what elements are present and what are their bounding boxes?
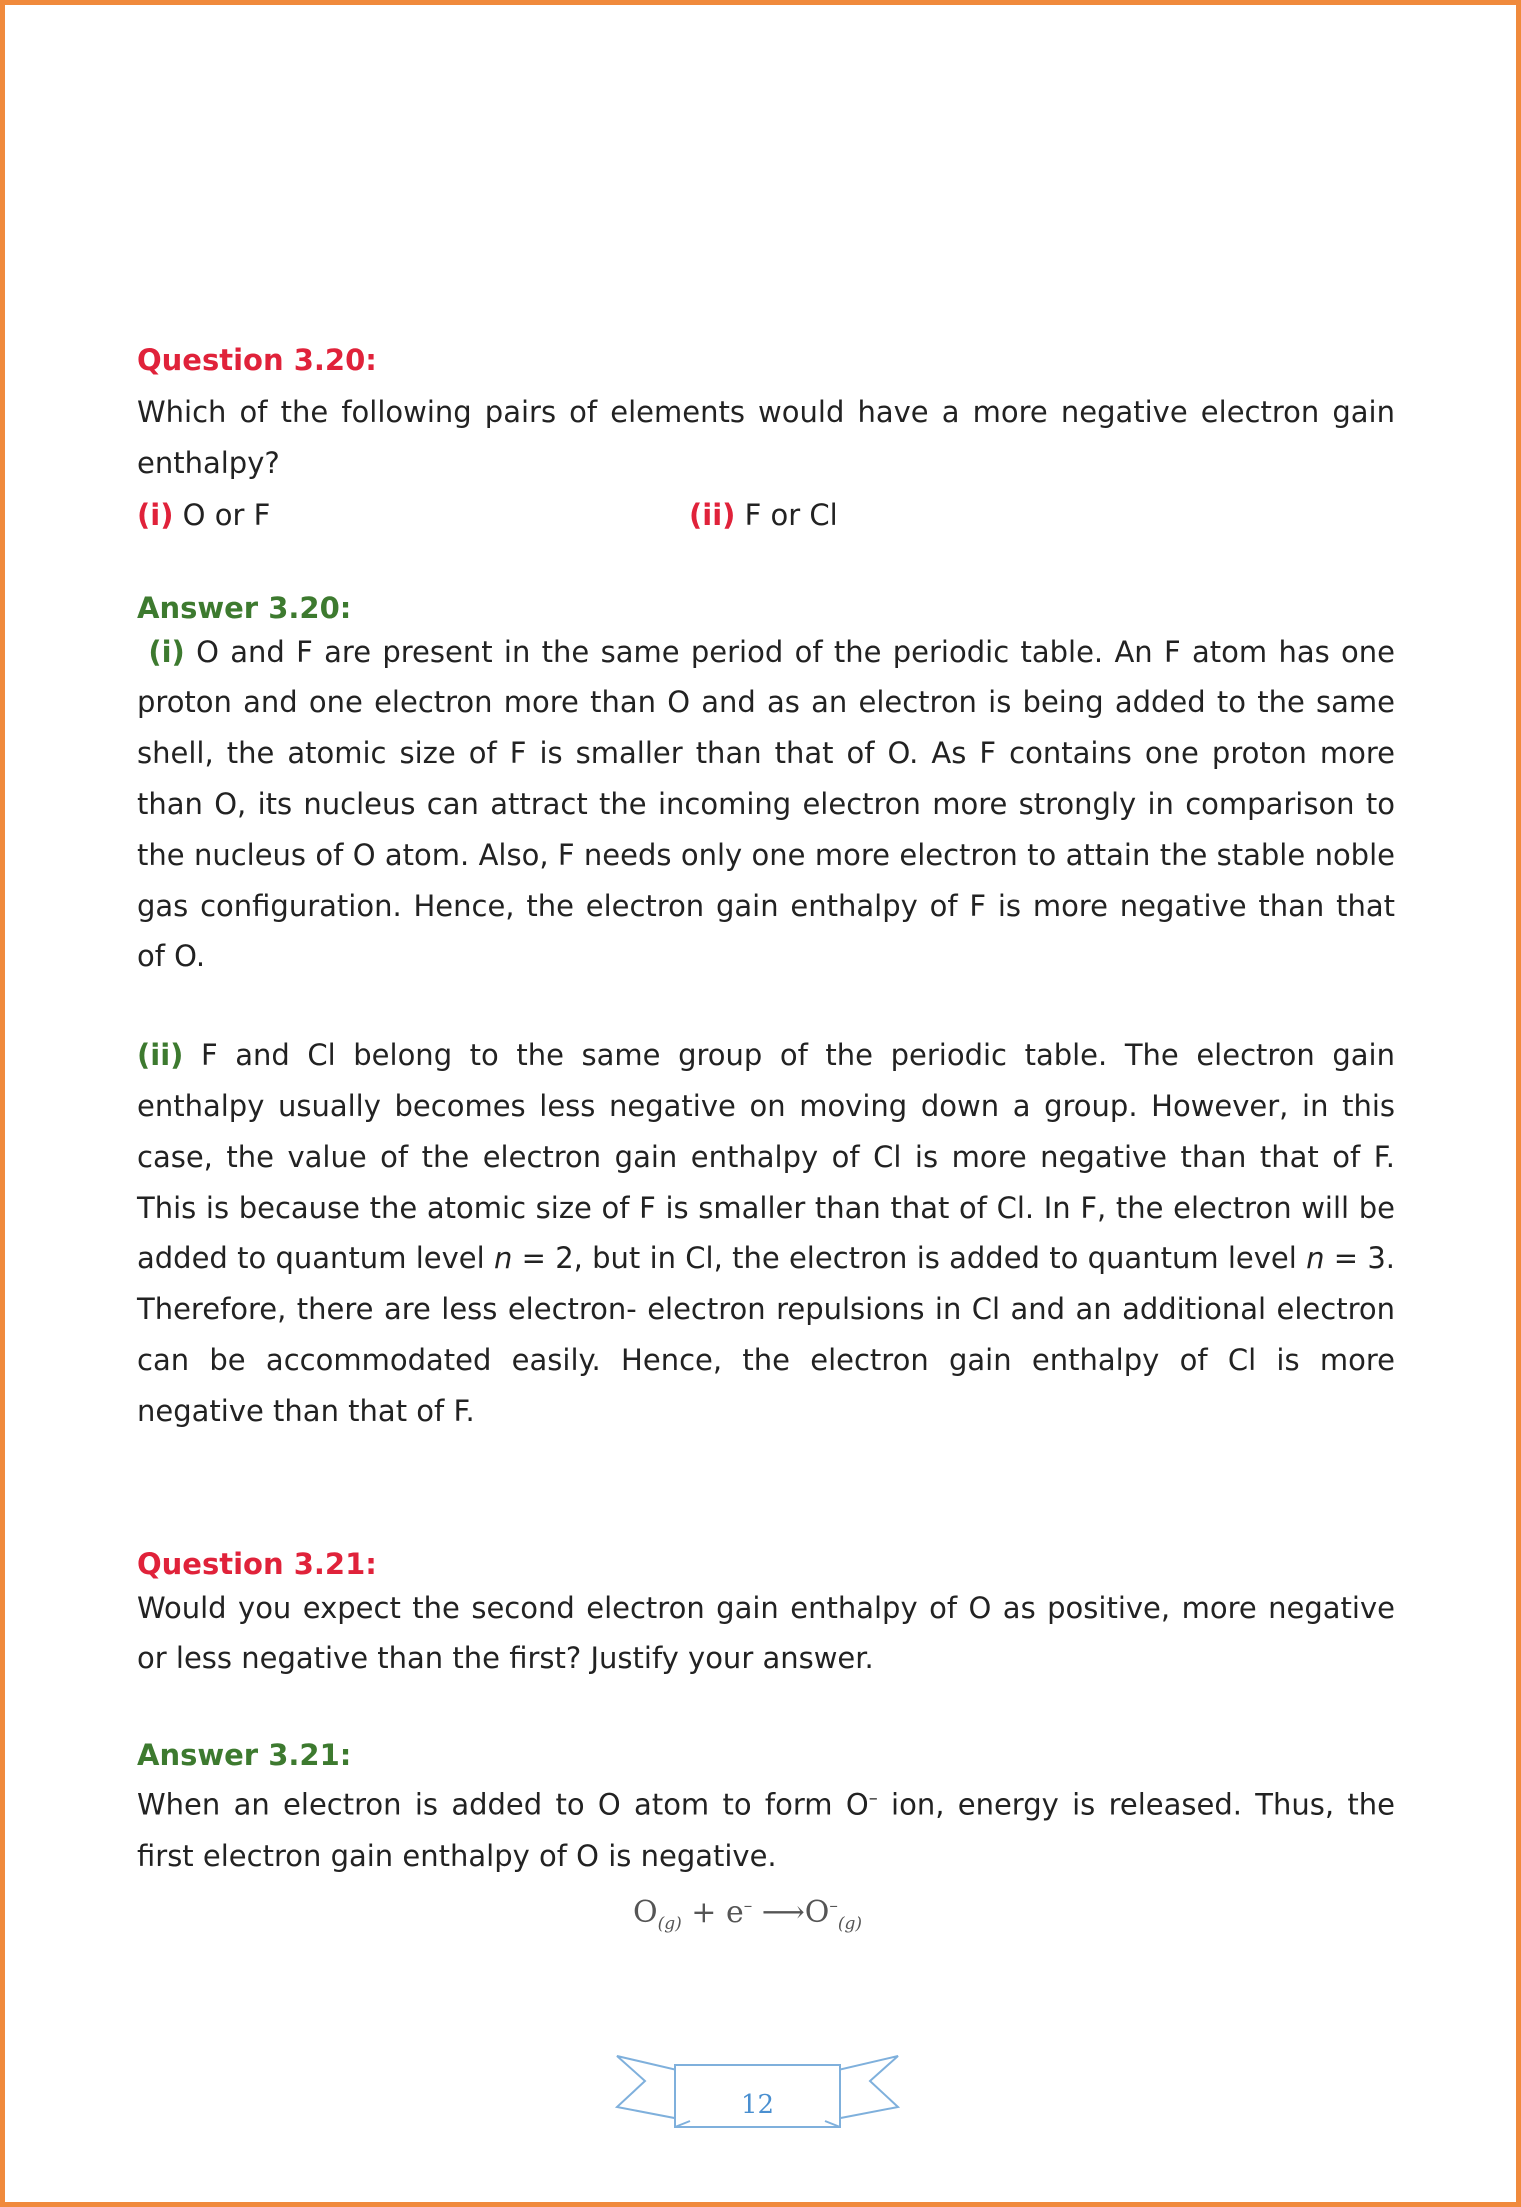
quantum-n-symbol: n xyxy=(1306,1241,1325,1276)
answer-3-21-text-b: ion, energy is released. Thus, the first electron gain enthalpy of O is negative. xyxy=(137,1787,1395,1873)
chemical-equation xyxy=(633,1895,862,1934)
answer-part-i-text: O and F are present in the same period of the periodic table. An F atom has one proton and one electron more than O and as an electron is being added to the same shell, the atomic size of F is smaller than that of O. As F contains one proton more than O, its nucleus can attract the incoming electron more strongly in comparison to the nucleus of O atom. Also, F needs only one more electron to attain the stable noble gas configuration. Hence, the electron gain enthalpy of F is more negative than that of O. xyxy=(137,634,1395,974)
ion-charge: – xyxy=(829,1896,838,1916)
electron-charge: – xyxy=(743,1896,753,1916)
answer-part-ii-text-c: = 3. Therefore, there are less electron- electron repulsions in Cl and an additional electron can be accommodated easily. Hence, the electron gain enthalpy of Cl is more negative than that of F. xyxy=(137,1241,1396,1428)
page-number-ribbon xyxy=(615,2051,900,2133)
answer-part-i-label: (i) xyxy=(148,634,185,669)
plus-electron: + e xyxy=(681,1895,744,1930)
question-3-21-text: Would you expect the second electron gain enthalpy of O as positive, more negative or less negative than the first? Justify your answer. xyxy=(137,1590,1395,1676)
answer-part-ii-text-b: = 2, but in Cl, the electron is added to quantum level xyxy=(512,1241,1307,1276)
answer-3-20-heading: Answer 3.20: xyxy=(137,590,352,625)
question-3-20-heading: Question 3.20: xyxy=(137,343,377,377)
answer-3-21-text xyxy=(137,1774,1395,1881)
content-column xyxy=(137,341,1395,1881)
oxygen-atom: O xyxy=(633,1895,658,1930)
page-number: 12 xyxy=(740,2090,775,2120)
oxide-ion: O xyxy=(804,1895,830,1930)
answer-3-20-part-ii xyxy=(137,1030,1395,1436)
reaction-arrow: ⟶ xyxy=(752,1895,805,1930)
answer-3-21-heading: Answer 3.21: xyxy=(137,1738,352,1773)
question-3-20-options xyxy=(137,489,1395,541)
superscript-minus: – xyxy=(868,1788,878,1810)
option-i-text: O or F xyxy=(173,497,271,532)
option-ii-text: F or Cl xyxy=(735,497,838,532)
quantum-n-symbol: n xyxy=(493,1241,513,1276)
gas-state-subscript: (g) xyxy=(657,1914,682,1934)
answer-part-ii-label: (ii) xyxy=(137,1038,184,1073)
gas-state-subscript: (g) xyxy=(837,1914,863,1934)
answer-part-ii-text-a: F and Cl belong to the same group of the periodic table. The electron gain enthalpy usually becomes less negative on moving down a group. However, in this case, the value of the electron gain enthalpy of Cl is more negative than that of F. This is because the atomic size of F is smaller than that of Cl. In F, the electron will be added to quantum level xyxy=(137,1038,1395,1276)
question-3-21-heading: Question 3.21: xyxy=(137,1546,377,1581)
answer-3-21-text-a: When an electron is added to O atom to form O xyxy=(137,1787,869,1822)
answer-3-20-part-i xyxy=(137,627,1395,983)
option-i-label: (i) xyxy=(137,497,174,532)
option-ii-label: (ii) xyxy=(689,497,736,532)
option-ii xyxy=(689,489,838,541)
question-3-20-text: Which of the following pairs of elements would have a more negative electron gain enthalpy? xyxy=(137,395,1395,480)
option-i xyxy=(137,489,270,541)
